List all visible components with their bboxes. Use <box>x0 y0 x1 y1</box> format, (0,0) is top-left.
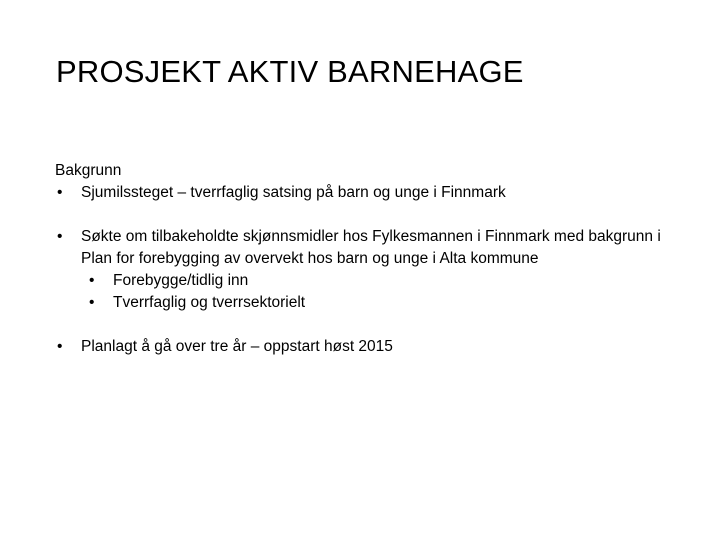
bullet-text: Sjumilssteget – tverrfaglig satsing på barn og unge i Finnmark <box>81 184 506 201</box>
bullet-item <box>55 336 685 358</box>
spacer <box>55 204 685 226</box>
slide-title: PROSJEKT AKTIV BARNEHAGE <box>56 54 524 89</box>
bullet-icon: • <box>57 184 63 201</box>
sub-bullet-item <box>55 292 685 314</box>
bullet-item <box>55 182 685 204</box>
section-heading: Bakgrunn <box>55 162 122 179</box>
sub-bullet-text: Tverrfaglig og tverrsektorielt <box>113 294 306 311</box>
bullet-text: Søkte om tilbakeholdte skjønnsmidler hos Fylkesmannen i Finnmark med bakgrunn i Plan for forebygging av overvekt hos barn og unge i Alta kommune <box>81 228 661 267</box>
spacer <box>55 314 685 336</box>
bullet-icon: • <box>57 338 63 355</box>
bullet-item <box>55 226 685 270</box>
sub-bullet-item <box>55 270 685 292</box>
slide-body <box>55 160 685 358</box>
bullet-icon: • <box>89 272 95 289</box>
sub-bullet-text: Forebygge/tidlig inn <box>113 272 249 289</box>
bullet-text: Planlagt å gå over tre år – oppstart høst 2015 <box>81 338 393 355</box>
bullet-icon: • <box>89 294 95 311</box>
bullet-icon: • <box>57 228 63 245</box>
